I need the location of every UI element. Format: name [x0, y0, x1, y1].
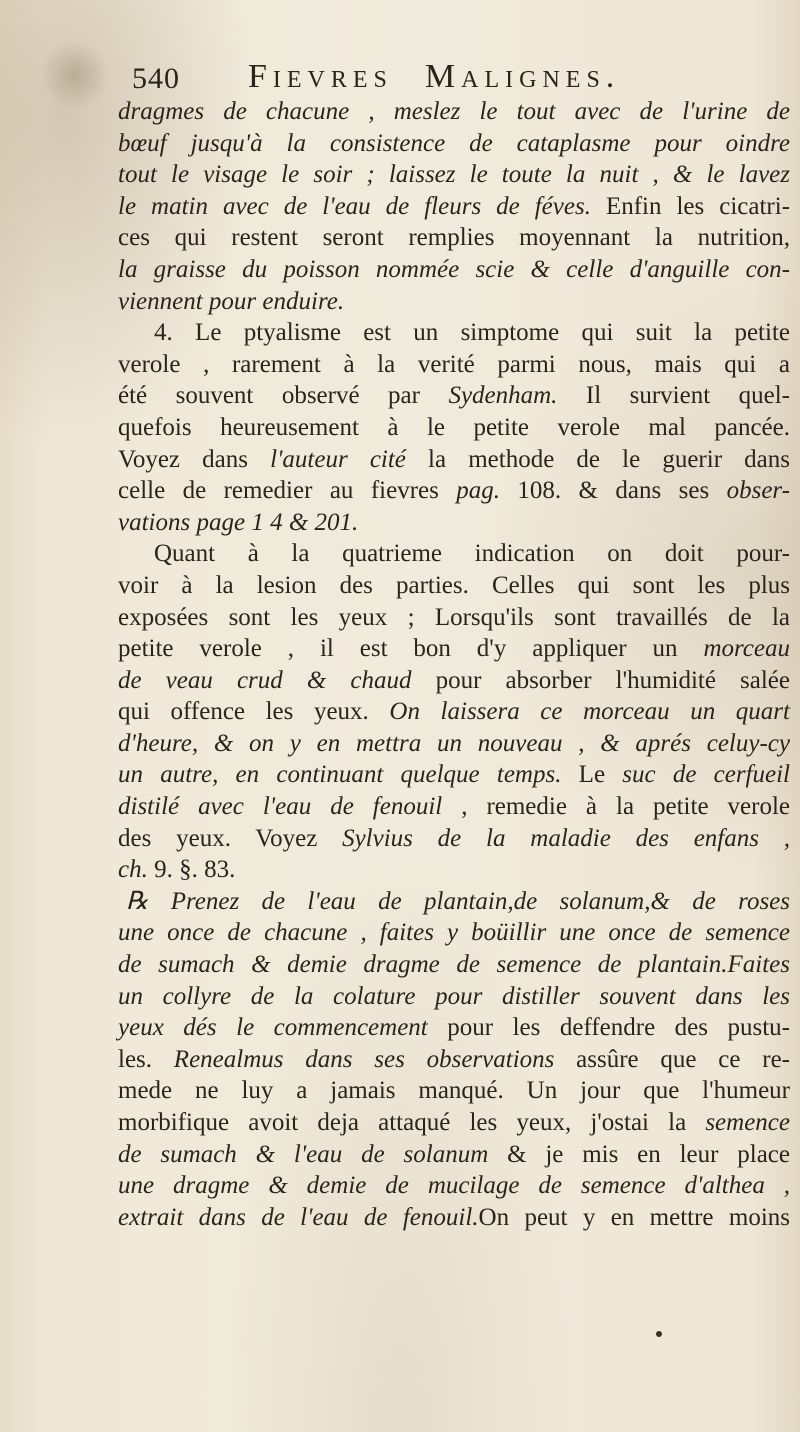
text-segment: pour absorber l'humidité salée [411, 666, 790, 694]
text-line: vations page 1 4 & 201. [118, 508, 359, 536]
text-line [118, 1139, 790, 1171]
text-segment: On peut y en mettre moins [478, 1203, 790, 1231]
text-segment: 9. §. 83. [147, 856, 236, 884]
text-segment: qui offence les yeux. [118, 698, 390, 726]
text-line [118, 191, 790, 223]
text-segment: semence [705, 1109, 790, 1136]
running-title [248, 58, 620, 96]
text-segment: Le [561, 761, 623, 789]
text-line: exposées sont les yeux ; Lorsqu'ils sont travaillés de la [118, 603, 790, 631]
text-line: ces qui restent seront remplies moyennant la nutrition, [118, 224, 790, 252]
text-segment: Voyez dans [118, 445, 271, 473]
text-segment: les. [118, 1045, 174, 1073]
text-line [118, 380, 790, 412]
text-segment: des yeux. Voyez [118, 824, 343, 852]
text-segment: suc de cerfueil [622, 761, 790, 789]
page-number: 540 [132, 62, 180, 95]
text-segment: la methode de le guerir dans [405, 445, 790, 473]
text-line: quefois heureusement à le petite verole mal pancée. [118, 413, 790, 441]
text-segment: morceau [703, 635, 790, 663]
text-line [118, 1202, 790, 1234]
text-line [118, 475, 790, 507]
text-line: un collyre de la colature pour distiller souvent dans les [118, 982, 790, 1010]
text-segment: On laissera ce morceau un quart [389, 698, 790, 726]
text-line [118, 1012, 790, 1044]
text-line: Quant à la quatrieme indication on doit pour- [154, 540, 790, 568]
text-line [118, 1044, 790, 1076]
body-text [118, 96, 790, 1233]
running-title-word-2: Malignes. [424, 58, 621, 95]
running-title-word-1: Fievres [248, 58, 393, 95]
text-line [118, 823, 790, 855]
text-line: ℞ Prenez de l'eau de plantain,de solanum,& de roses [126, 887, 790, 915]
text-segment: Sylvius de la maladie des enfans , [342, 824, 790, 852]
text-segment: yeux dés le commencement [118, 1014, 428, 1042]
text-segment: Il survient quel- [557, 382, 791, 410]
text-segment: extrait dans de l'eau de fenouil. [118, 1203, 479, 1231]
text-line [118, 696, 790, 728]
paper-stain [40, 40, 110, 110]
text-line: la graisse du poisson nommée scie & celle d'anguille con- [118, 255, 790, 283]
text-line: mede ne luy a jamais manqué. Un jour que l'humeur [118, 1077, 790, 1105]
text-line: de sumach & demie dragme de semence de plantain.Faites [118, 951, 790, 979]
text-line: verole , rarement à la verité parmi nous, mais qui a [118, 350, 790, 378]
ink-speck [656, 1331, 662, 1337]
page-header [132, 58, 792, 98]
text-segment: morbifique avoit deja attaqué les yeux, j'ostai la [118, 1109, 706, 1136]
text-segment: celle de remedier au fievres [118, 477, 457, 505]
text-line [118, 1107, 790, 1139]
text-line: bœuf jusqu'à la consistence de cataplasme pour oindre [118, 129, 790, 157]
text-line: viennent pour enduire. [118, 287, 345, 315]
text-line [118, 791, 790, 823]
text-segment: ch. [118, 856, 148, 884]
text-segment: pag. [456, 477, 500, 505]
text-segment: de veau crud & chaud [118, 666, 412, 694]
text-segment: le matin avec de l'eau de fleurs de féves. [118, 192, 591, 220]
text-segment: Sydenham. [448, 382, 558, 410]
text-segment: un autre, en continuant quelque temps. [118, 761, 562, 789]
text-line: une once de chacune , faites y boüillir une once de semence [118, 919, 790, 947]
text-line [118, 633, 790, 665]
text-segment: Renealmus dans ses observations [173, 1045, 555, 1073]
text-segment: obser- [726, 477, 790, 505]
text-segment: pour les deffendre des pustu- [427, 1014, 791, 1042]
text-segment: l'auteur cité [270, 445, 406, 473]
text-line: 4. Le ptyalisme est un simptome qui suit la petite [154, 319, 790, 347]
text-line [118, 444, 790, 476]
text-line: voir à la lesion des parties. Celles qui sont les plus [118, 571, 790, 599]
text-line: tout le visage le soir ; laissez le toute la nuit , & le lavez [118, 161, 790, 189]
text-line [118, 759, 790, 791]
text-line [118, 665, 790, 697]
text-segment: & je mis en leur place [488, 1140, 790, 1168]
text-line: une dragme & demie de mucilage de semence d'althea , [118, 1172, 790, 1200]
text-segment: 108. & dans ses [500, 477, 727, 505]
text-line: d'heure, & on y en mettra un nouveau , & aprés celuy-cy [118, 729, 790, 757]
text-segment: été souvent observé par [118, 382, 449, 410]
text-segment: assûre que ce re- [554, 1045, 790, 1073]
text-line: dragmes de chacune , meslez le tout avec de l'urine de [118, 98, 790, 125]
text-segment: , remedie à la petite verole [442, 793, 790, 821]
text-segment: Enfin les cicatri- [590, 192, 790, 220]
text-line [118, 854, 790, 886]
text-segment: de sumach & l'eau de solanum [118, 1140, 489, 1168]
text-segment: petite verole , il est bon d'y appliquer un [118, 635, 704, 663]
text-segment: distilé avec l'eau de fenouil [118, 793, 443, 821]
